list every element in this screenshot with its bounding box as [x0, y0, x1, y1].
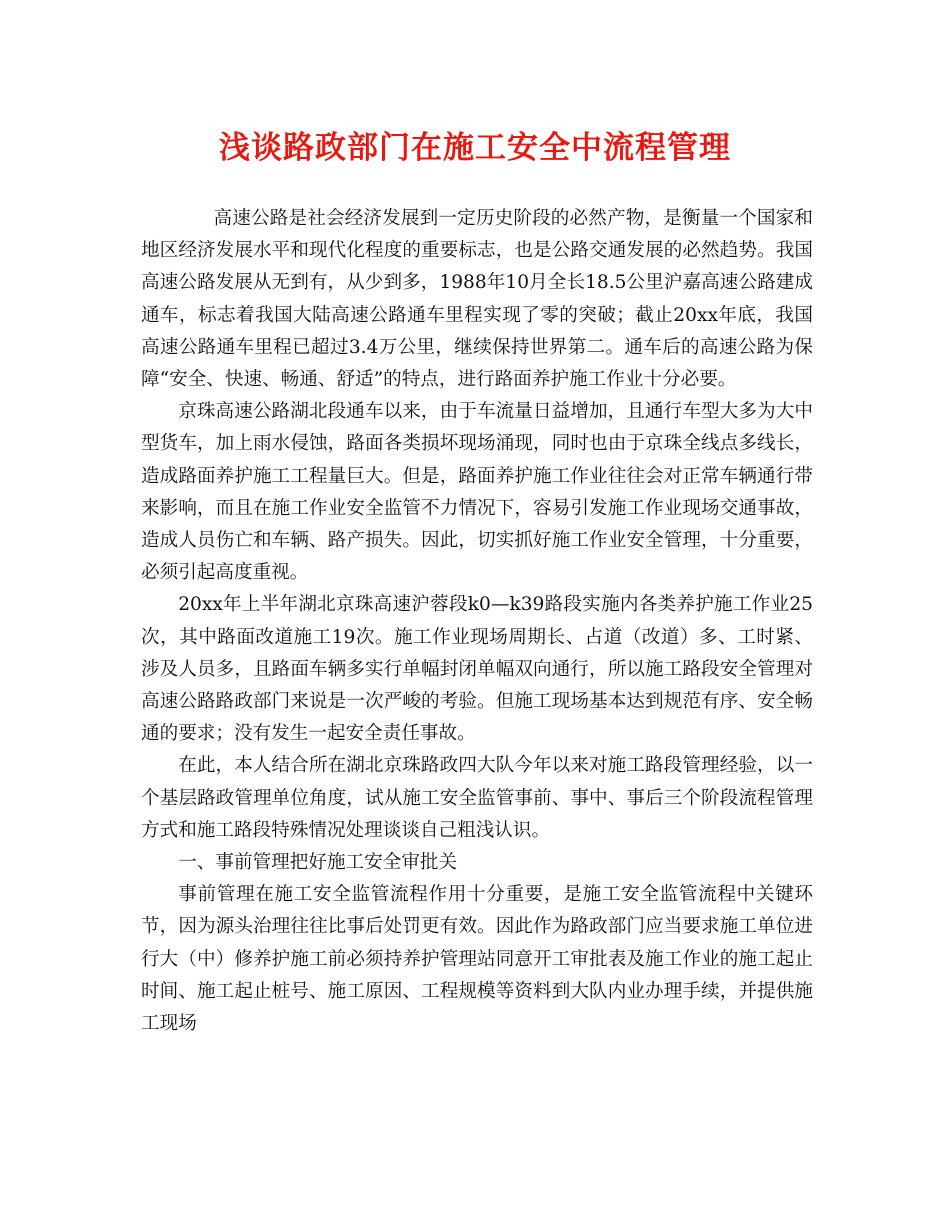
document-body: [141, 203, 813, 1040]
paragraph-1: 高速公路是社会经济发展到一定历史阶段的必然产物，是衡量一个国家和地区经济发展水平和现代化程度的重要标志，也是公路交通发展的必然趋势。我国高速公路发展从无到有，从少到多，1988年10月全长18.5公里沪嘉高速公路建成通车，标志着我国大陆高速公路通车里程实现了零的突破；截止20xx年底，我国高速公路通车里程已超过3.4万公里，继续保持世界第二。通车后的高速公路为保障“安全、快速、畅通、舒适”的特点，进行路面养护施工作业十分必要。: [141, 208, 813, 391]
paragraph-4: 在此，本人结合所在湖北京珠路政四大队今年以来对施工路段管理经验，以一个基层路政管理单位角度，试从施工安全监管事前、事中、事后三个阶段流程管理方式和施工路段特殊情况处理谈谈自己粗浅认识。: [141, 755, 813, 841]
paragraph-2: 京珠高速公路湖北段通车以来，由于车流量日益增加，且通行车型大多为大中型货车，加上雨水侵蚀，路面各类损坏现场涌现，同时也由于京珠全线点多线长，造成路面养护施工工程量巨大。但是，路面养护施工作业往往会对正常车辆通行带来影响，而且在施工作业安全监管不力情况下，容易引发施工作业现场交通事故，造成人员伤亡和车辆、路产损失。因此，切实抓好施工作业安全管理，十分重要，必须引起高度重视。: [141, 401, 813, 584]
document-title: 浅谈路政部门在施工安全中流程管理: [219, 130, 731, 166]
section-heading-1: 一、事前管理把好施工安全审批关: [178, 852, 458, 874]
paragraph-5: 事前管理在施工安全监管流程作用十分重要，是施工安全监管流程中关键环节，因为源头治理往往比事后处罚更有效。因此作为路政部门应当要求施工单位进行大（中）修养护施工前必须持养护管理站同意开工审批表及施工作业的施工起止时间、施工起止桩号、施工原因、工程规模等资料到大队内业办理手续，并提供施工现场: [141, 884, 813, 1035]
paragraph-3: 20xx年上半年湖北京珠高速沪蓉段k0—k39路段实施内各类养护施工作业25次，其中路面改道施工19次。施工作业现场周期长、占道（改道）多、工时紧、涉及人员多，且路面车辆多实行单幅封闭单幅双向通行，所以施工路段安全管理对高速公路路政部门来说是一次严峻的考验。但施工现场基本达到规范有序、安全畅通的要求；没有发生一起安全责任事故。: [141, 594, 813, 745]
